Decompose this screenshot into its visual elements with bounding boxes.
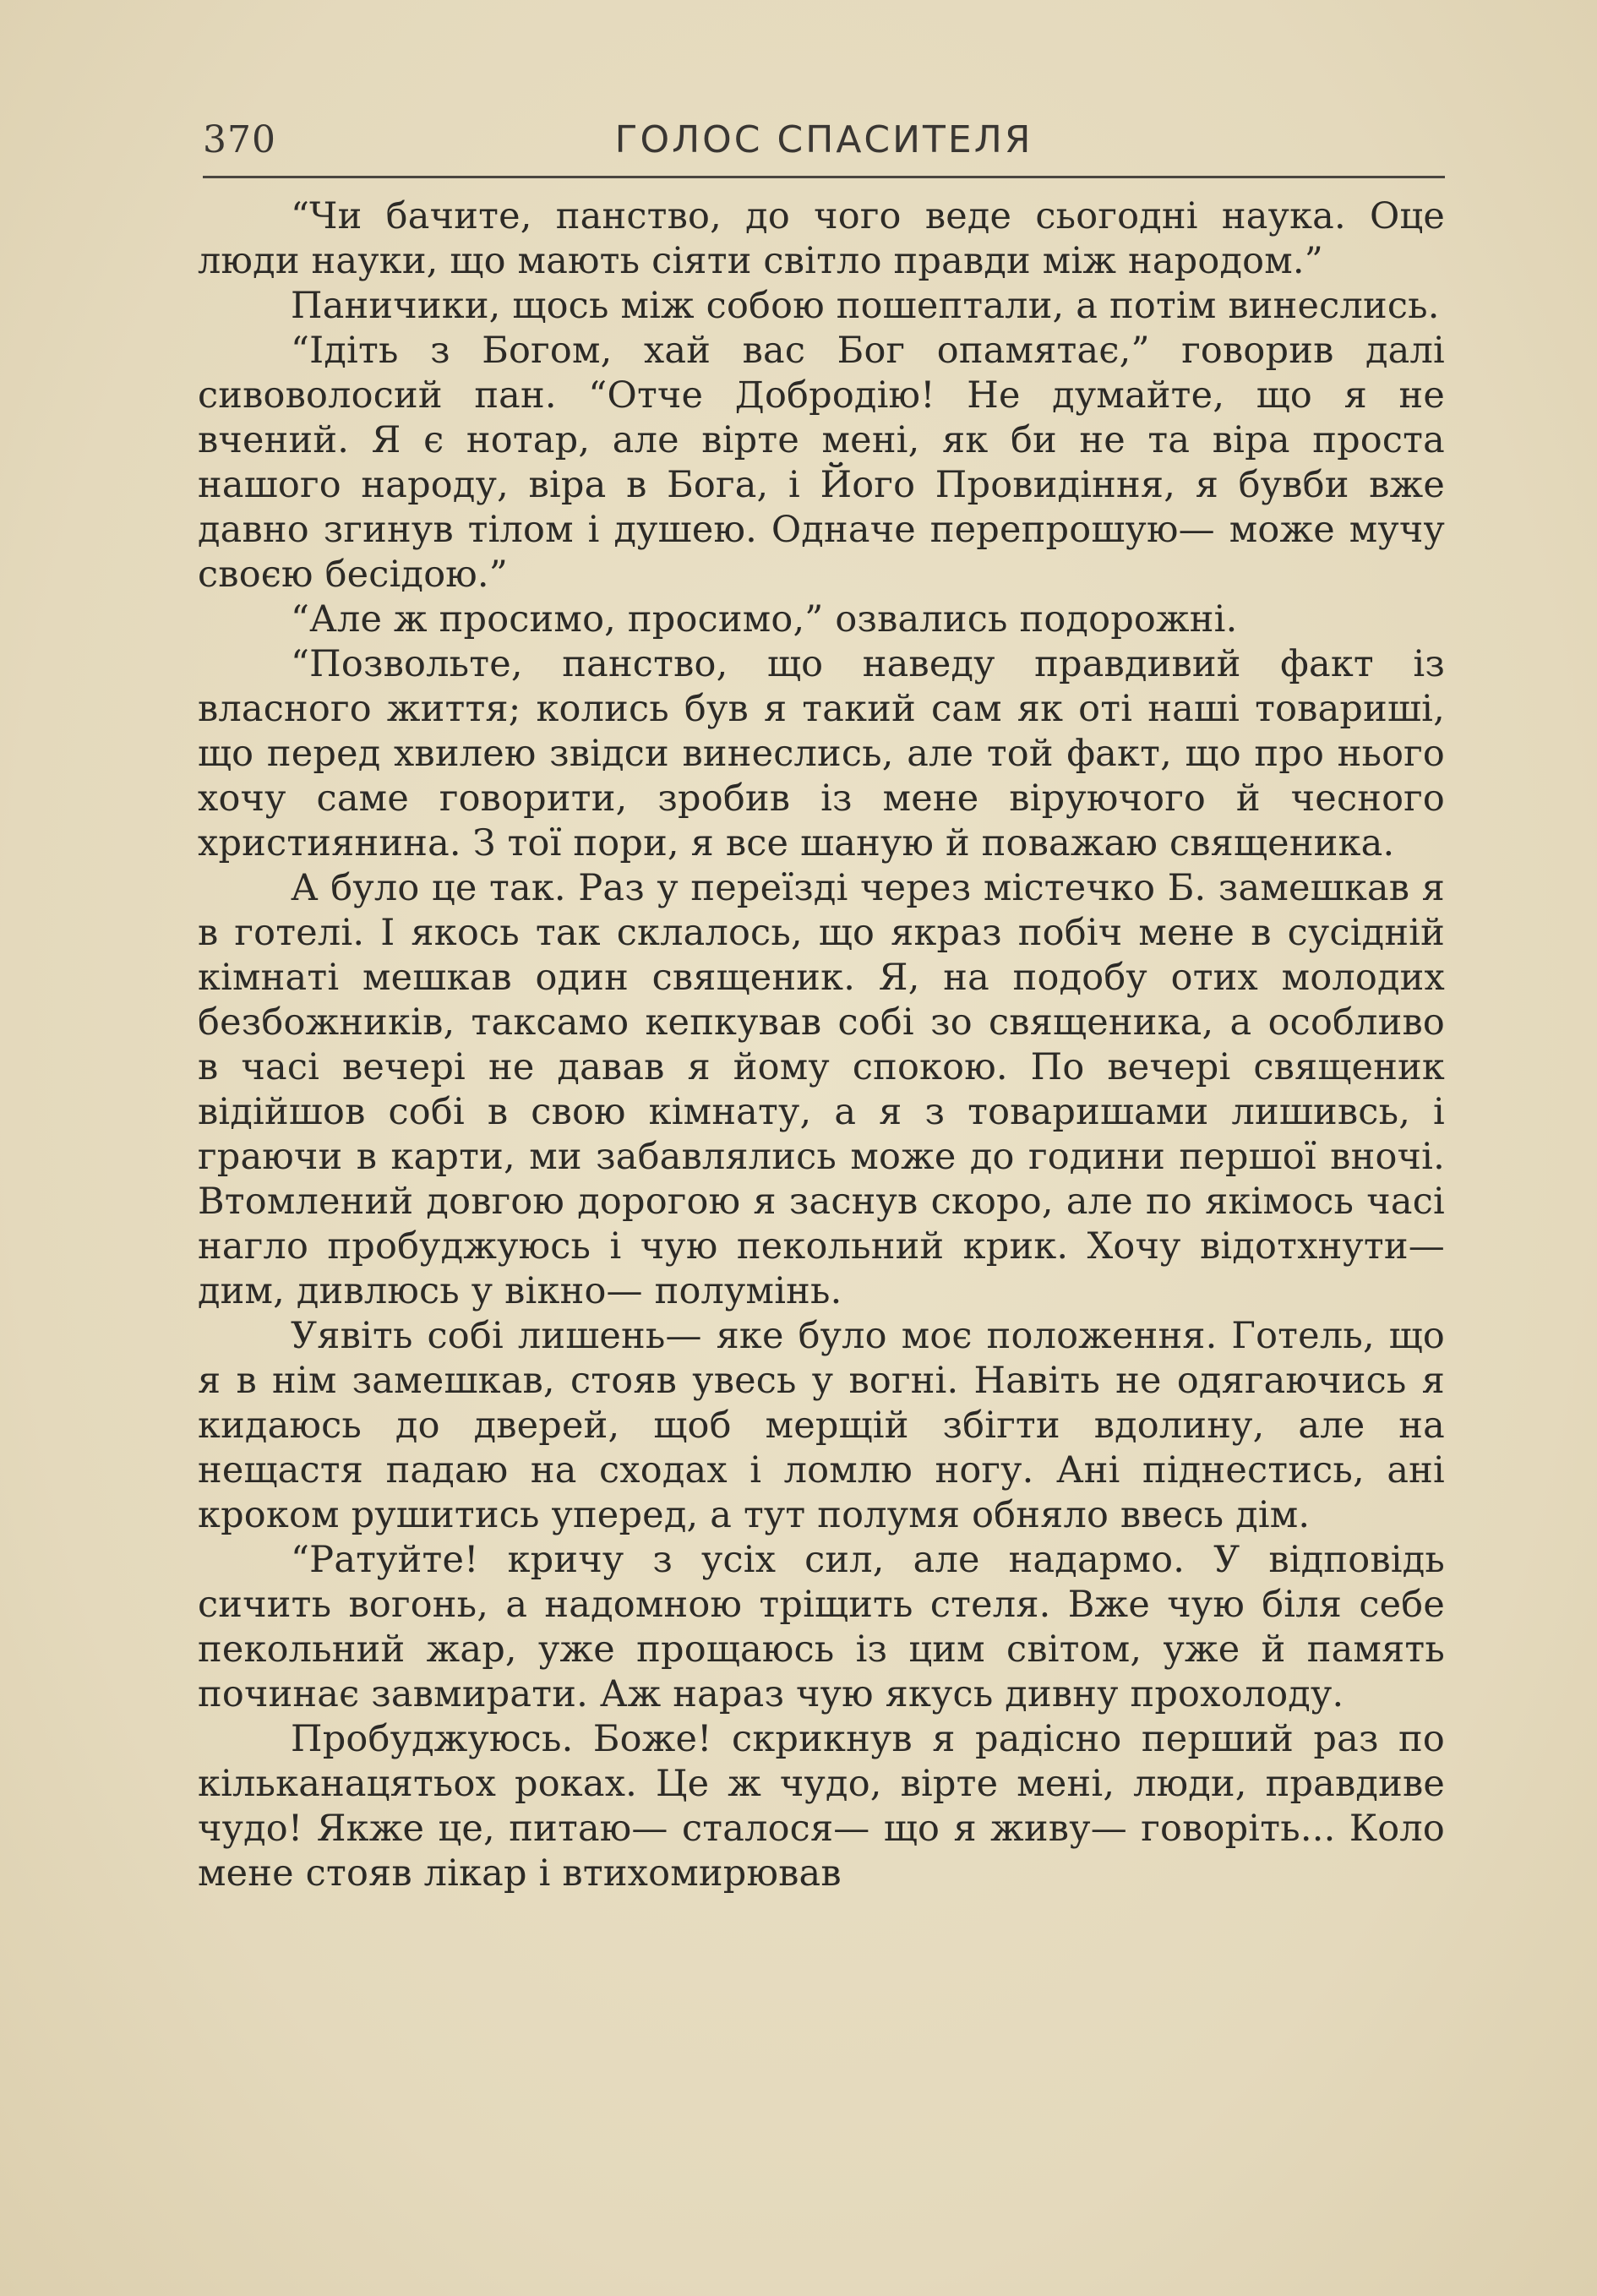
- body-text: [198, 194, 1445, 1896]
- paragraph: “Ідіть з Богом, хай вас Бог опамятає,” говорив далі сивоволосий пан. “Отче Добродію! Не думайте, що я не вчений. Я є нотар, але вірте мені, як би не та віра проста нашого народу, віра в Бога, і Його Провидіння, я бувби вже давно згинув тілом і душею. Одначе перепрошую— може мучу своєю бесідою.”: [198, 330, 1445, 596]
- running-title: ГОЛОС СПАСИТЕЛЯ: [614, 118, 1033, 161]
- header-rule: [203, 176, 1445, 178]
- paragraph: Паничики, щось між собою пошептали, а потім винеслись.: [291, 285, 1440, 327]
- paragraph: “Але ж просимо, просимо,” озвались подорожні.: [291, 598, 1238, 641]
- paragraph: А було це так. Раз у переїзді через містечко Б. замешкав я в готелі. І якось так склалось, що якраз побіч мене в сусідній кімнаті мешкав один священик. Я, на подобу отих молодих безбожників, таксамо кепкував собі зо священика, а особливо в часі вечері не давав я йому спокою. По вечері священик відійшов собі в свою кімнату, а я з товаришами лишивсь, і граючи в карти, ми забавлялись може до години першої вночі. Втомлений довгою дорогою я заснув скоро, але по якімось часі нагло пробуджуюсь і чую пекольний крик. Хочу відотхнути— дим, дивлюсь у вікно— полумінь.: [198, 867, 1445, 1312]
- page-number: 370: [203, 118, 276, 161]
- paragraph: Уявіть собі лишень— яке було моє положення. Готель, що я в нім замешкав, стояв увесь у вогні. Навіть не одягаючись я кидаюсь до дверей, щоб мерщій збігти вдолину, але на нещастя падаю на сходах і ломлю ногу. Ані піднестись, ані кроком рушитись уперед, а тут полумя обняло ввесь дім.: [198, 1315, 1445, 1536]
- paragraph: “Чи бачите, панство, до чого веде сьогодні наука. Оце люди науки, що мають сіяти світло правди між народом.”: [198, 195, 1445, 282]
- paragraph: “Позвольте, панство, що наведу правдивий факт із власного життя; колись був я такий сам як оті наші товариші, що перед хвилею звідси винеслись, але той факт, що про нього хочу саме говорити, зробив із мене віруючого й чесного християнина. З тої пори, я все шаную й поважаю священика.: [198, 643, 1445, 864]
- page-header: [203, 118, 1445, 177]
- paragraph: Пробуджуюсь. Боже! скрикнув я радісно перший раз по кільканацятьох роках. Це ж чудо, вірте мені, люди, правдиве чудо! Якже це, питаю— сталося— що я живу— говоріть... Коло мене стояв лікар і втихомирював: [198, 1718, 1445, 1895]
- paragraph: “Ратуйте! кричу з усіх сил, але надармо. У відповідь сичить вогонь, а надомною тріщить стеля. Вже чую біля себе пекольний жар, уже прощаюсь із цим світом, уже й память починає завмирати. Аж нараз чую якусь дивну прохолоду.: [198, 1539, 1445, 1715]
